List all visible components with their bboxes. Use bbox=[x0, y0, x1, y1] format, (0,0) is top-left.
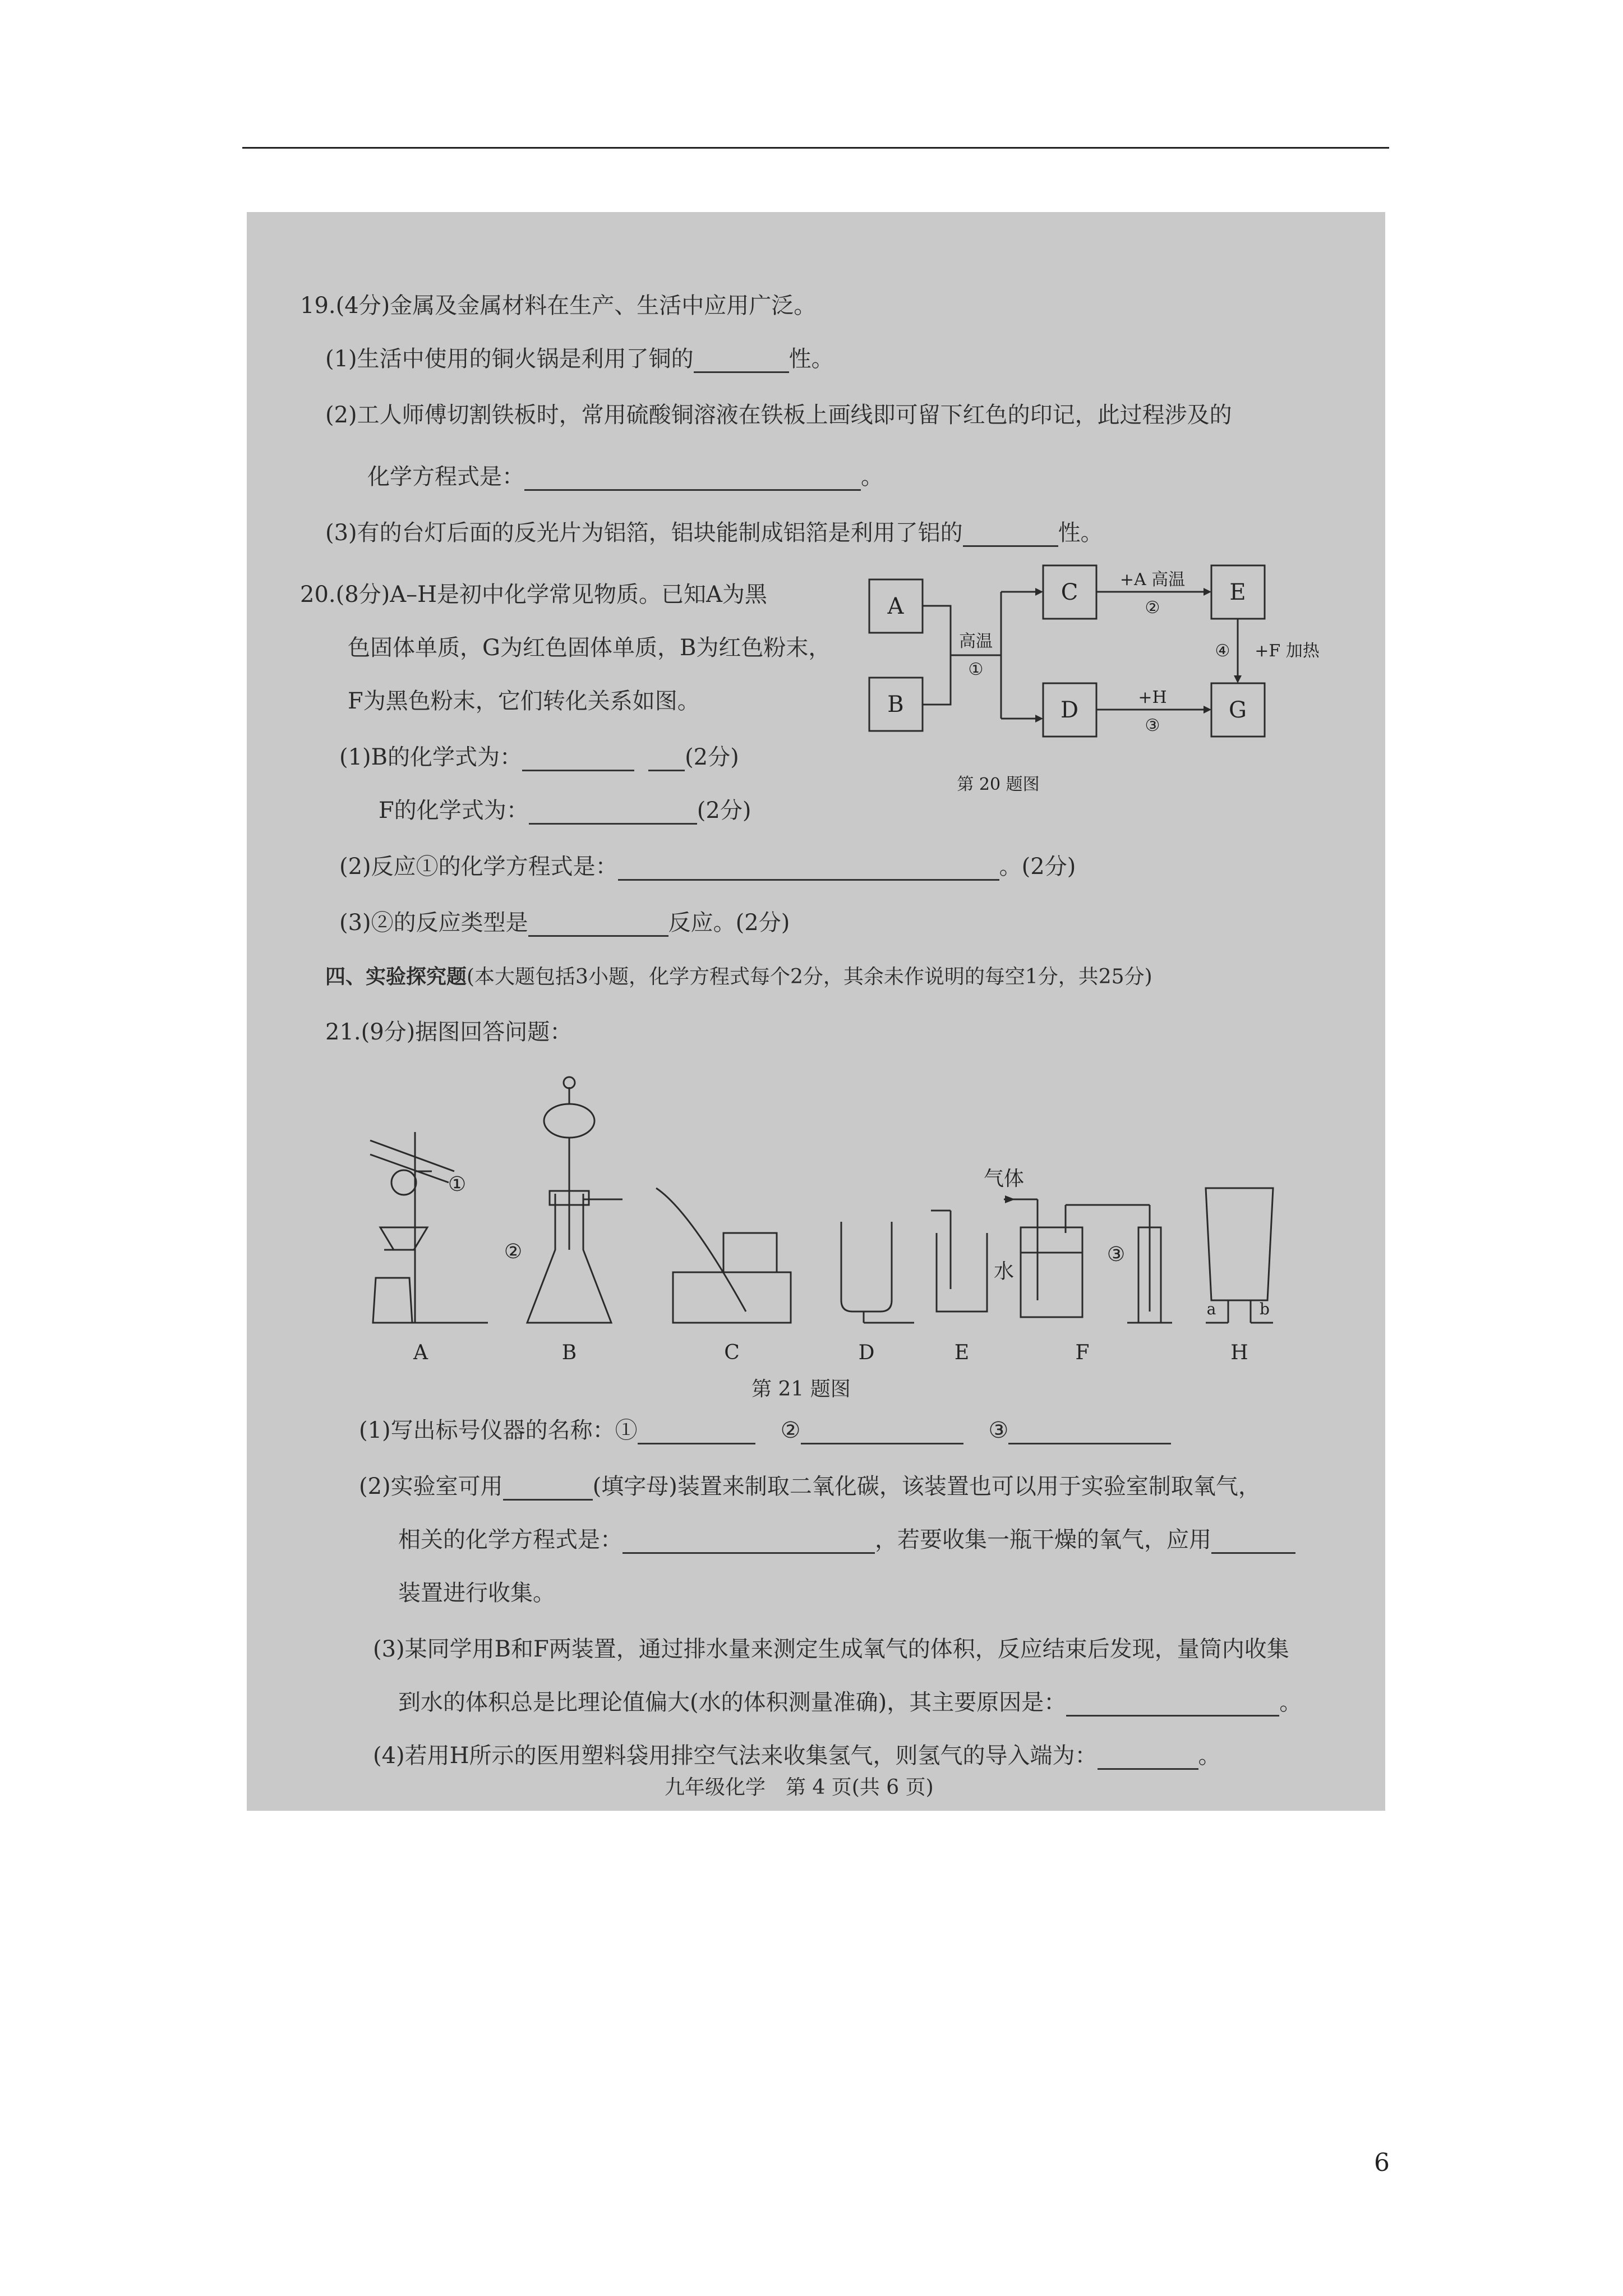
q20-blank-eq[interactable] bbox=[618, 859, 999, 881]
q21-part2-label: (2)实验室可用 bbox=[359, 1474, 503, 1499]
q20-blank-type[interactable] bbox=[528, 915, 668, 937]
q21-blank-2[interactable] bbox=[801, 1423, 963, 1444]
q20-box-g-label: G bbox=[1229, 697, 1247, 723]
q21-part3: (3)某同学用B和F两装置，通过排水量来测定生成氧气的体积，反应结束后发现，量筒内收集 bbox=[373, 1636, 1289, 1662]
q21-part3-end: 。 bbox=[1279, 1690, 1302, 1715]
q19-equation-label: 化学方程式是： bbox=[367, 464, 524, 490]
q19-title: 19.(4分)金属及金属材料在生产、生活中应用广泛。 bbox=[300, 293, 817, 319]
q20-part2 bbox=[339, 849, 1076, 881]
q19-part3-text: (3)有的台灯后面的反光片为铝箔，铝块能制成铝箔是利用了铝的 bbox=[325, 520, 963, 546]
q20-cond2-text: +A 高温 bbox=[1119, 570, 1186, 590]
q19-part1 bbox=[325, 341, 834, 373]
q20-f-label: F的化学式为： bbox=[379, 798, 529, 823]
q21-gas-label: 气体 bbox=[983, 1167, 1025, 1190]
q20-part3-end: 反应。(2分) bbox=[668, 910, 790, 936]
q21-label-c: C bbox=[724, 1341, 740, 1364]
q20-f-points: (2分) bbox=[697, 798, 751, 823]
q20-part1-b bbox=[339, 739, 739, 771]
q19-blank-3[interactable] bbox=[963, 525, 1058, 547]
q20-cond1-text: 高温 bbox=[959, 632, 993, 651]
q21-label-b: B bbox=[561, 1341, 577, 1364]
q20-cond4-num: ④ bbox=[1215, 641, 1230, 661]
section4-title: 四、实验探究题 bbox=[325, 965, 467, 988]
q21-water-label: 水 bbox=[993, 1260, 1015, 1283]
q20-part3 bbox=[339, 905, 790, 937]
q21-label-e: E bbox=[954, 1341, 970, 1364]
q21-label-h: H bbox=[1230, 1341, 1248, 1364]
q21-part1-mark2: ② bbox=[780, 1418, 801, 1443]
q19-part2: (2)工人师傅切割铁板时，常用硫酸铜溶液在铁板上画线即可留下红色的印记，此过程涉及的 bbox=[325, 402, 1232, 428]
q20-cond4-text: +F 加热 bbox=[1255, 641, 1320, 661]
q21-label-a: A bbox=[413, 1341, 428, 1364]
q20-part2-points: 。(2分) bbox=[999, 854, 1076, 880]
q19-part3 bbox=[325, 515, 1103, 547]
q20-intro-3: F为黑色粉末，它们转化关系如图。 bbox=[348, 688, 700, 714]
q21-part2-text: (填字母)装置来制取二氧化碳，该装置也可以用于实验室制取氧气， bbox=[592, 1474, 1261, 1499]
q21-part2-collect: 装置进行收集。 bbox=[398, 1580, 555, 1606]
q21-label-d: D bbox=[858, 1341, 875, 1364]
q21-dry-oxygen: ，若要收集一瓶干燥的氧气，应用 bbox=[875, 1527, 1211, 1553]
q20-cond3-num: ③ bbox=[1145, 716, 1160, 735]
q20-b-label: (1)B的化学式为： bbox=[339, 744, 523, 770]
q21-blank-5[interactable] bbox=[623, 1532, 875, 1554]
q21-part1-label: (1)写出标号仪器的名称：① bbox=[359, 1418, 638, 1443]
q21-part2-equation bbox=[398, 1522, 1295, 1554]
q20-b-points: (2分) bbox=[685, 744, 739, 770]
q20-box-a-label: A bbox=[887, 593, 904, 619]
q19-part3-end: 性。 bbox=[1058, 520, 1103, 546]
q21-blank-1[interactable] bbox=[638, 1423, 755, 1444]
q21-equation-label: 相关的化学方程式是： bbox=[398, 1527, 623, 1553]
q20-box-c-label: C bbox=[1061, 579, 1078, 605]
q21-blank-7[interactable] bbox=[1066, 1695, 1279, 1717]
q21-blank-3[interactable] bbox=[1008, 1423, 1171, 1444]
q21-blank-4[interactable] bbox=[503, 1479, 593, 1501]
q21-blank-8[interactable] bbox=[1098, 1748, 1198, 1770]
q21-blank-6[interactable] bbox=[1211, 1532, 1295, 1554]
q20-cond2-num: ② bbox=[1145, 598, 1160, 618]
q21-part3-cont bbox=[398, 1685, 1302, 1717]
section4-note: (本大题包括3小题，化学方程式每个2分，其余未作说明的每空1分，共25分) bbox=[467, 965, 1152, 988]
q19-equation-end: 。 bbox=[861, 464, 883, 490]
q20-blank-b2[interactable] bbox=[648, 749, 685, 771]
q20-cond3-text: +H bbox=[1138, 688, 1167, 707]
q20-box-d-label: D bbox=[1060, 697, 1079, 723]
q20-blank-b[interactable] bbox=[522, 749, 634, 771]
q20-part3-label: (3)②的反应类型是 bbox=[339, 910, 528, 936]
q21-title: 21.(9分)据图回答问题： bbox=[325, 1019, 573, 1045]
q21-apparatus-figure bbox=[353, 1065, 1279, 1368]
q21-caption: 第 21 题图 bbox=[751, 1378, 851, 1401]
q20-diagram bbox=[858, 560, 1352, 807]
q20-intro-2: 色固体单质，G为红色固体单质，B为红色粉末， bbox=[348, 635, 831, 661]
page-number: 6 bbox=[1374, 2148, 1390, 2177]
q21-part4-end: 。 bbox=[1198, 1743, 1221, 1769]
q21-port-b: b bbox=[1260, 1300, 1270, 1318]
q21-part2 bbox=[359, 1469, 1261, 1501]
q21-mark-1: ① bbox=[448, 1173, 467, 1196]
q20-box-b-label: B bbox=[887, 692, 904, 717]
q21-part4 bbox=[373, 1738, 1221, 1770]
q20-part1-f bbox=[379, 793, 751, 825]
q19-part1-end: 性。 bbox=[789, 346, 834, 372]
q19-blank-1[interactable] bbox=[694, 351, 789, 373]
q20-cond1-num: ① bbox=[968, 660, 984, 679]
q21-label-f: F bbox=[1075, 1341, 1090, 1364]
section4-heading bbox=[325, 961, 1152, 990]
q21-mark-2: ② bbox=[504, 1240, 523, 1263]
q21-part4-text: (4)若用H所示的医用塑料袋用排空气法来收集氢气，则氢气的导入端为： bbox=[373, 1743, 1098, 1769]
q21-part1 bbox=[359, 1412, 1171, 1444]
q19-part1-text: (1)生活中使用的铜火锅是利用了铜的 bbox=[325, 346, 694, 372]
q20-part2-label: (2)反应①的化学方程式是： bbox=[339, 854, 618, 880]
q21-mark-3: ③ bbox=[1106, 1243, 1126, 1266]
q20-box-e-label: E bbox=[1229, 579, 1246, 605]
q21-port-a: a bbox=[1206, 1300, 1216, 1318]
header-rule bbox=[242, 147, 1389, 149]
q20-caption: 第 20 题图 bbox=[957, 775, 1040, 794]
q19-part2-equation bbox=[367, 459, 883, 491]
q20-intro-1: 20.(8分)A–H是初中化学常见物质。已知A为黑 bbox=[300, 582, 767, 608]
q20-blank-f[interactable] bbox=[529, 803, 697, 825]
page-footer: 九年级化学 第 4 页(共 6 页) bbox=[665, 1776, 934, 1799]
exam-photo bbox=[247, 212, 1385, 1811]
q19-blank-2[interactable] bbox=[524, 469, 861, 491]
q21-part3-text: 到水的体积总是比理论值偏大(水的体积测量准确)，其主要原因是： bbox=[398, 1690, 1067, 1715]
q21-part1-mark3: ③ bbox=[988, 1418, 1009, 1443]
